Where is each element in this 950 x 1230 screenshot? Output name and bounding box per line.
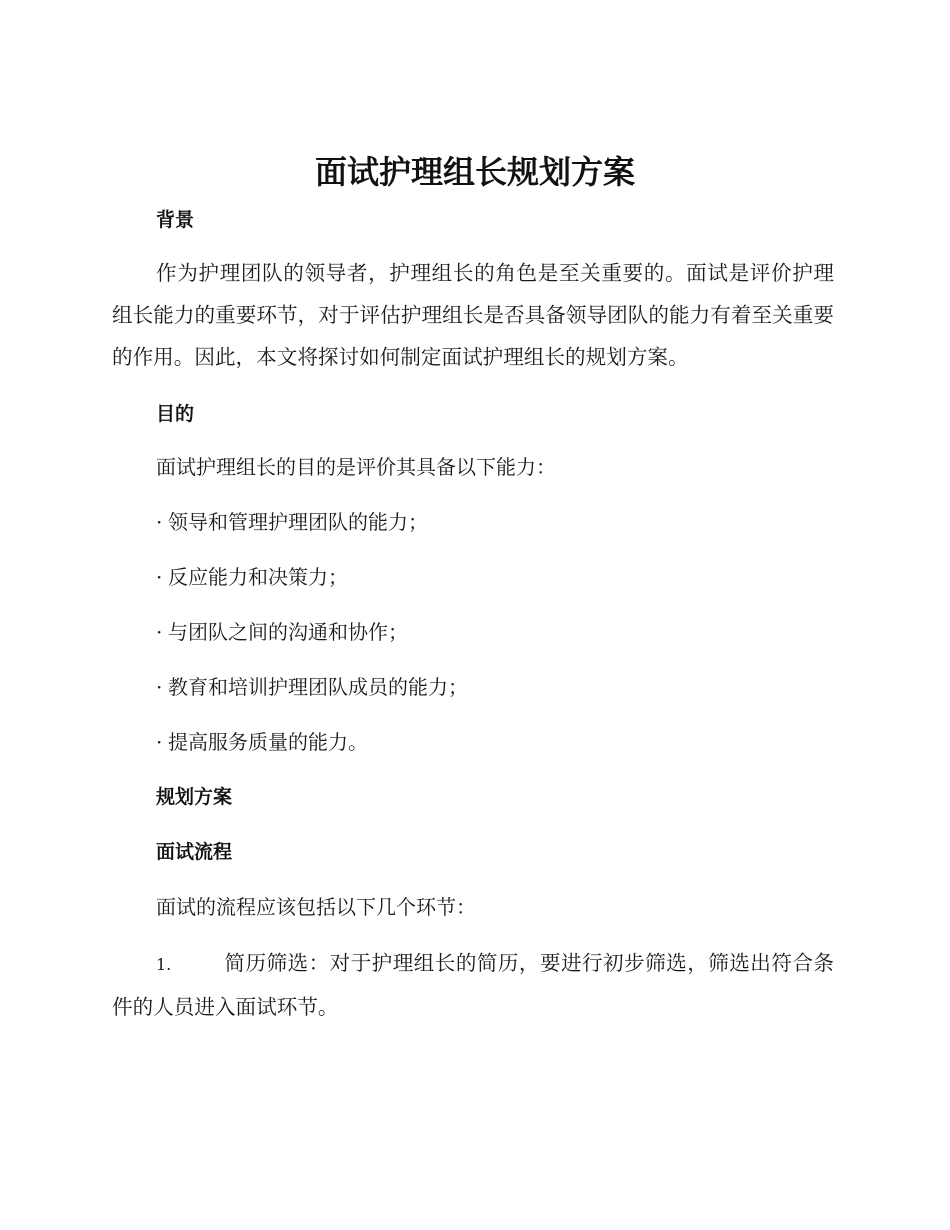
- list-item-text: 教育和培训护理团队成员的能力；: [168, 675, 468, 699]
- bullet-icon: ·: [156, 675, 163, 699]
- bullet-icon: ·: [156, 565, 163, 589]
- list-item: [156, 617, 408, 647]
- purpose-intro: 面试护理组长的目的是评价其具备以下能力：: [156, 455, 556, 479]
- list-item-text: 与团队之间的沟通和协作；: [168, 620, 408, 644]
- list-item-text: 简历筛选：对于护理组长的简历，要进行初步筛选，筛选出符合条件的人员进入面试环节。: [112, 951, 834, 1019]
- list-item-text: 提高服务质量的能力。: [168, 730, 368, 754]
- process-intro: 面试的流程应该包括以下几个环节：: [156, 895, 476, 919]
- list-item: [156, 562, 348, 592]
- list-item: [156, 727, 368, 757]
- bullet-icon: ·: [156, 510, 163, 534]
- list-number: 1.: [156, 955, 172, 974]
- list-item: [156, 507, 428, 537]
- document-title: 面试护理组长规划方案: [314, 153, 635, 191]
- list-item-text: 领导和管理护理团队的能力；: [168, 510, 428, 534]
- numbered-list-item: [112, 942, 834, 1028]
- section-heading-plan: 规划方案: [156, 786, 233, 808]
- background-paragraph: 作为护理团队的领导者，护理组长的角色是至关重要的。面试是评价护理组长能力的重要环节，对于评估护理组长是否具备领导团队的能力有着至关重要的作用。因此，本文将探讨如何制定面试护理组长的规划方案。: [112, 261, 834, 369]
- section-heading-purpose: 目的: [156, 403, 195, 425]
- list-item-text: 反应能力和决策力；: [168, 565, 348, 589]
- section-heading-process: 面试流程: [156, 841, 233, 863]
- list-item: [156, 672, 468, 702]
- bullet-icon: ·: [156, 620, 163, 644]
- section-heading-background: 背景: [156, 209, 195, 231]
- bullet-icon: ·: [156, 730, 163, 754]
